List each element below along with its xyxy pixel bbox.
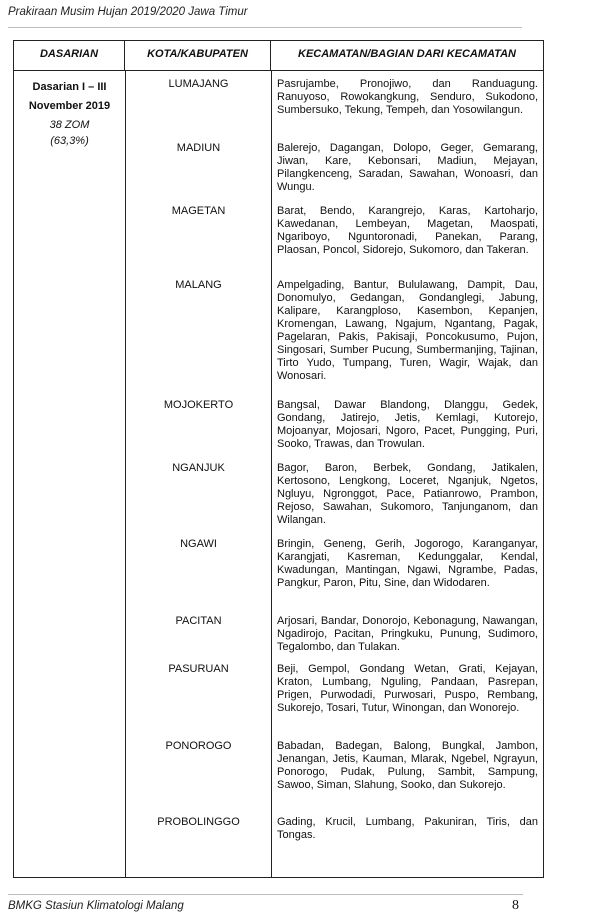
column-divider — [271, 70, 272, 877]
page-number: 8 — [512, 898, 519, 913]
header-divider — [8, 27, 522, 28]
kota-cell: MADIUN — [176, 142, 221, 154]
column-header-kecamatan: KECAMATAN/BAGIAN DARI KECAMATAN — [298, 48, 516, 60]
kecamatan-cell: Barat, Bendo, Karangrejo, Karas, Kartoharjo, Kawedanan, Lembeyan, Magetan, Maospati, Ngariboyo, Nguntoronadi, Panekan, Parang, Plaosan, Poncol, Sidorejo, Sukomoro, dan Takeran. — [277, 205, 538, 256]
footer-divider — [8, 894, 523, 895]
kecamatan-cell: Pasrujambe, Pronojiwo, dan Randuagung. Ranuyoso, Rowokangkung, Senduro, Sukodono, Sumbersuko, Tekung, Tempeh, dan Yosowilangun. — [277, 78, 538, 116]
kecamatan-cell: Bagor, Baron, Berbek, Gondang, Jatikalen, Kertosono, Lengkong, Loceret, Nganjuk, Ngetos, Ngluyu, Ngronggot, Pace, Patianrowo, Prambon, Rejoso, Sawahan, Sukomoro, Tanjunganom, dan Wilangan. — [277, 462, 538, 526]
dasarian-month: November 2019 — [28, 100, 111, 112]
column-header-dasarian: DASARIAN — [14, 41, 125, 70]
kota-cell: PROBOLINGGO — [157, 816, 240, 828]
forecast-table — [13, 40, 544, 878]
table-header-row — [14, 41, 543, 71]
zom-count: 38 ZOM — [49, 119, 90, 131]
page-header-title: Prakiraan Musim Hujan 2019/2020 Jawa Timur — [8, 6, 248, 18]
kecamatan-cell: Bangsal, Dawar Blandong, Dlanggu, Gedek, Gondang, Jatirejo, Jetis, Kemlagi, Kutorejo, Mojoanyar, Mojosari, Ngoro, Pacet, Pungging, Puri, Sooko, Trawas, dan Trowulan. — [277, 399, 538, 450]
kecamatan-cell: Arjosari, Bandar, Donorojo, Kebonagung, Nawangan, Ngadirojo, Pacitan, Pringkuku, Punung, Sudimoro, Tegalombo, dan Tulakan. — [277, 615, 538, 653]
kota-cell: MOJOKERTO — [163, 399, 234, 411]
zom-percent: (63,3%) — [50, 135, 89, 147]
kecamatan-cell: Ampelgading, Bantur, Bululawang, Dampit, Dau, Donomulyo, Gedangan, Gondanglegi, Jabung, Kalipare, Karangploso, Kasembon, Kepanjen, Kromengan, Lawang, Ngajum, Ngantang, Pagak, Pagelaran, Pakis, Pakisaji, Poncokusumo, Pujon, Singosari, Sumber Pucung, Sumbermanjing, Tajinan, Tirto Yudo, Tumpang, Turen, Wagir, Wajak, dan Wonosari. — [277, 279, 538, 382]
dasarian-cell — [14, 78, 125, 148]
kota-cell: NGAWI — [180, 538, 217, 550]
kota-cell: PONOROGO — [165, 740, 232, 752]
kota-cell: PASURUAN — [168, 663, 229, 675]
footer-source: BMKG Stasiun Klimatologi Malang — [8, 900, 184, 912]
kota-cell: LUMAJANG — [168, 78, 229, 90]
kecamatan-cell: Gading, Krucil, Lumbang, Pakuniran, Tiris, dan Tongas. — [277, 816, 538, 841]
kota-cell: MAGETAN — [171, 205, 226, 217]
kecamatan-cell: Babadan, Badegan, Balong, Bungkal, Jambon, Jenangan, Jetis, Kauman, Mlarak, Ngebel, Ngrayun, Ponorogo, Pudak, Pulung, Sambit, Sampung, Sawoo, Siman, Slahung, Sooko, dan Sukorejo. — [277, 740, 538, 791]
column-header-kota: KOTA/KABUPATEN — [125, 41, 271, 70]
kota-cell: MALANG — [175, 279, 222, 291]
kota-cell: NGANJUK — [172, 462, 225, 474]
kecamatan-cell: Bringin, Geneng, Gerih, Jogorogo, Karanganyar, Karangjati, Kasreman, Kedunggalar, Kendal, Kwadungan, Mantingan, Ngawi, Ngrambe, Padas, Pangkur, Paron, Pitu, Sine, dan Widodaren. — [277, 538, 538, 589]
kota-cell: PACITAN — [175, 615, 222, 627]
kecamatan-cell: Balerejo, Dagangan, Dolopo, Geger, Gemarang, Jiwan, Kare, Kebonsari, Madiun, Mejayan, Pilangkenceng, Saradan, Sawahan, Wonoasri, dan Wungu. — [277, 142, 538, 193]
kecamatan-cell: Beji, Gempol, Gondang Wetan, Grati, Kejayan, Kraton, Lumbang, Nguling, Pandaan, Pasrepan, Prigen, Purwodadi, Purwosari, Puspo, Rembang, Sukorejo, Tosari, Tutur, Winongan, dan Wonorejo. — [277, 663, 538, 714]
dasarian-period: Dasarian I – III — [32, 81, 107, 93]
